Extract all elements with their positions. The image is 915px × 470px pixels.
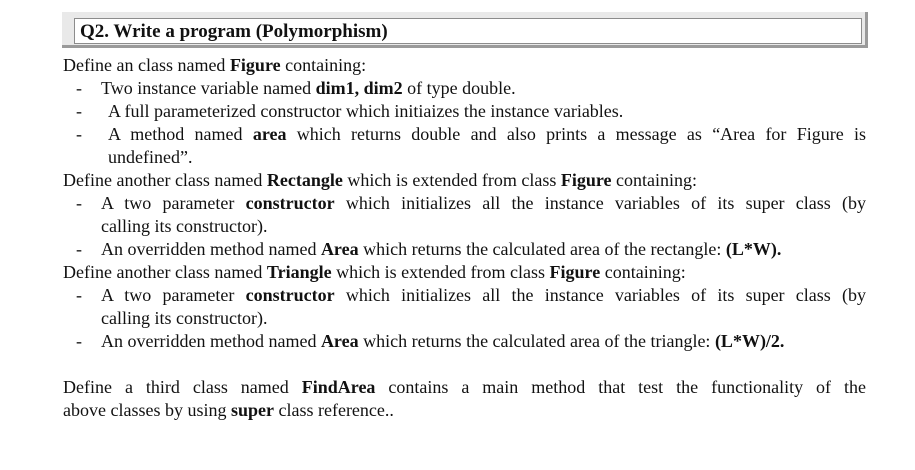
figure-item-fields: - Two instance variable named dim1, dim2 of type double.	[76, 78, 516, 98]
rectangle-item-constructor-cont: calling its constructor).	[101, 216, 268, 236]
findarea-line-1: Define a third class named FindArea contains a main method that test the functionality of the	[63, 377, 866, 397]
triangle-intro: Define another class named Triangle which is extended from class Figure containing:	[63, 262, 686, 282]
figure-item-area-method: - A method named area which returns double and also prints a message as “Area for Figure is	[76, 124, 866, 144]
figure-item-area-method-cont: undefined”.	[108, 147, 193, 167]
question-title: Q2. Write a program (Polymorphism)	[80, 21, 388, 42]
question-header	[74, 18, 862, 44]
bullet-dash: -	[76, 101, 82, 121]
paragraph-gap	[63, 353, 866, 376]
bullet-dash: -	[76, 124, 82, 144]
bullet-dash: -	[76, 78, 82, 98]
bullet-dash: -	[76, 193, 82, 213]
triangle-item-constructor-cont: calling its constructor).	[101, 308, 268, 328]
bullet-dash: -	[76, 285, 82, 305]
bullet-dash: -	[76, 239, 82, 259]
rectangle-item-area-method: - An overridden method named Area which returns the calculated area of the rectangle: (L*W).	[76, 239, 782, 259]
rectangle-intro: Define another class named Rectangle which is extended from class Figure containing:	[63, 170, 698, 190]
figure-intro: Define an class named Figure containing:	[63, 55, 367, 75]
triangle-item-area-method: - An overridden method named Area which returns the calculated area of the triangle: (L*W)/2.	[76, 331, 785, 351]
findarea-line-2: above classes by using super class reference..	[63, 400, 394, 420]
figure-item-constructor: - A full parameterized constructor which initiaizes the instance variables.	[76, 101, 624, 121]
triangle-item-constructor: - A two parameter constructor which initializes all the instance variables of its super class (by	[76, 285, 866, 305]
bullet-dash: -	[76, 331, 82, 351]
rectangle-item-constructor: - A two parameter constructor which initializes all the instance variables of its super class (by	[76, 193, 866, 213]
question-body	[63, 54, 866, 422]
